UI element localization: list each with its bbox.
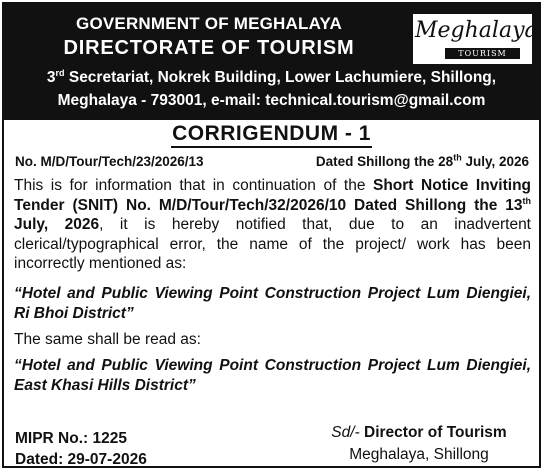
address-text: Secretariat, Nokrek Building, Lower Lachumiere, Shillong, <box>64 69 497 86</box>
intro-text-continued: , it is hereby notified that, due to an inadvertent clerical/typographical error, the name of the project/ work has been incorrectly mentioned as: <box>14 216 531 273</box>
notice-body <box>14 176 531 396</box>
directorate-heading: DIRECTORATE OF TOURISM <box>63 37 355 59</box>
address-number: 3 <box>46 69 56 86</box>
notice-header <box>4 4 539 120</box>
notice-date <box>316 154 529 169</box>
snit-date-ordinal: th <box>522 195 531 206</box>
mipr-number: MIPR No.: 1225 <box>15 430 127 447</box>
snit-date-year: July, 2026 <box>14 216 100 234</box>
date-prefix: Dated Shillong the 28 <box>315 154 454 169</box>
mipr-date: Dated: 29-07-2026 <box>15 451 147 468</box>
notice-title: CORRIGENDUM - 1 <box>171 122 372 148</box>
signatory-title: Director of Tourism <box>359 424 507 441</box>
project-name-wrong: “Hotel and Public Viewing Point Construction Project Lum Diengiei, Ri Bhoi District” <box>14 284 531 322</box>
signatory-place: Meghalaya, Shillong <box>349 446 489 463</box>
project-name-correct: “Hotel and Public Viewing Point Construction Project Lum Diengiei, East Khasi Hills District” <box>14 356 531 394</box>
intro-text: This is for information that in continuation of the <box>14 177 373 194</box>
meghalaya-tourism-logo <box>413 14 538 64</box>
reference-line <box>15 154 529 169</box>
snit-reference: Short Notice Inviting Tender (SNIT) No. M/D/Tour/Tech/32/2026/10 Dated Shillong the 13 <box>14 177 532 214</box>
footer-signatory <box>308 422 530 466</box>
read-as-line: The same shall be read as: <box>14 330 201 348</box>
intro-paragraph <box>14 176 531 274</box>
date-suffix: July, 2026 <box>461 154 529 169</box>
reference-number: No. M/D/Tour/Tech/23/2026/13 <box>15 154 204 169</box>
government-heading: GOVERNMENT OF MEGHALAYA <box>76 14 342 33</box>
address-line-2: Meghalaya - 793001, e-mail: technical.tourism@gmail.com <box>57 92 486 109</box>
address-ordinal: rd <box>55 67 65 78</box>
spacer <box>14 274 531 284</box>
date-ordinal: th <box>453 152 462 163</box>
title-wrap <box>4 122 539 152</box>
footer-mipr <box>15 428 147 468</box>
logo-subtitle: TOURISM <box>445 48 520 59</box>
address-line-1 <box>4 69 539 87</box>
signatory-line <box>308 422 530 444</box>
signed-mark: Sd/- <box>331 424 360 441</box>
logo-wordmark: Meghalaya <box>415 18 538 43</box>
corrigendum-notice <box>2 2 541 468</box>
